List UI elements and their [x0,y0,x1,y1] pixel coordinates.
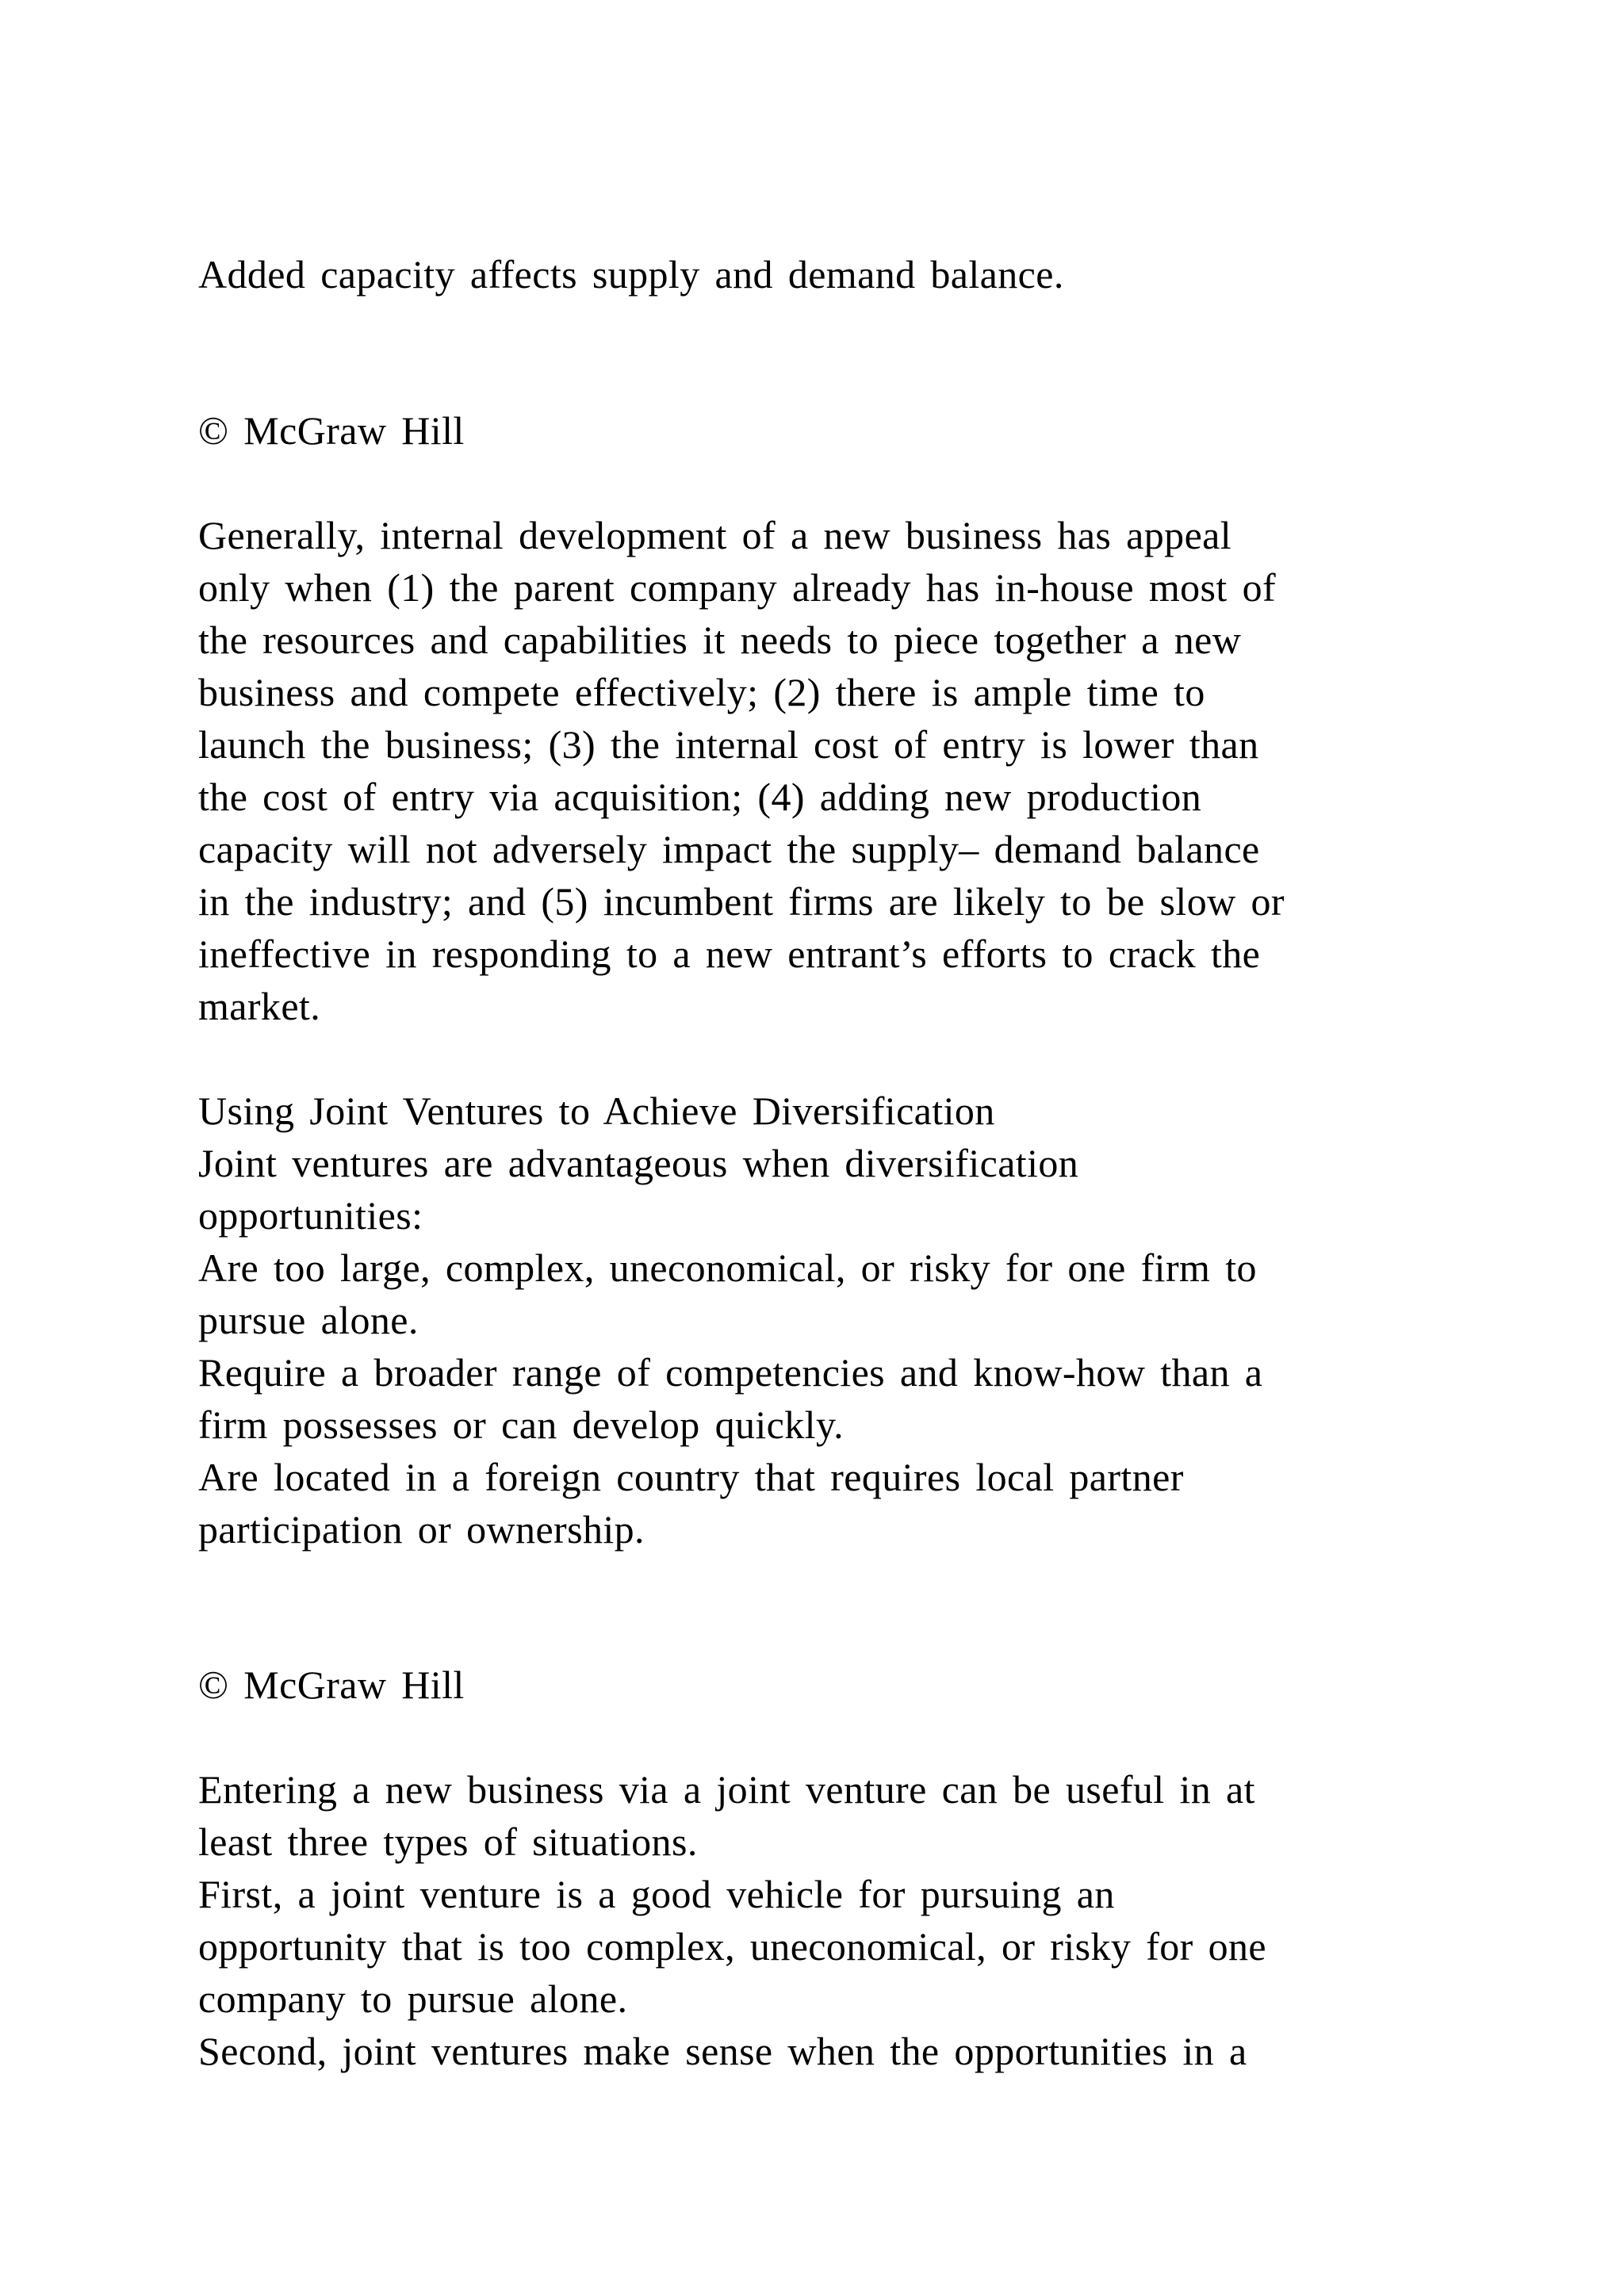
text-line: Generally, internal development of a new business has appeal [198,513,1232,557]
text-line: firm possesses or can develop quickly. [198,1402,844,1447]
text-line: in the industry; and (5) incumbent firms are likely to be slow or [198,879,1285,924]
text-line: the cost of entry via acquisition; (4) adding new production [198,775,1202,819]
text-line: opportunities: [198,1193,423,1238]
copyright-line: © McGraw Hill [198,408,465,453]
text-line: capacity will not adversely impact the supply– demand balance [198,827,1260,871]
text-line: Entering a new business via a joint venture can be useful in at [198,1767,1255,1812]
text-line: participation or ownership. [198,1507,645,1552]
text-line: the resources and capabilities it needs to piece together a new [198,618,1242,662]
text-line: least three types of situations. [198,1820,698,1864]
text-line: only when (1) the parent company already has in-house most of [198,565,1277,610]
text-line: Second, joint ventures make sense when the opportunities in a [198,2029,1247,2073]
text-line: company to pursue alone. [198,1976,628,2021]
text-line: Joint ventures are advantageous when diversification [198,1141,1079,1185]
text-line: business and compete effectively; (2) there is ample time to [198,670,1205,714]
text-line: launch the business; (3) the internal cost of entry is lower than [198,722,1259,767]
text-line: Are too large, complex, uneconomical, or risky for one firm to [198,1246,1257,1290]
text-line: Added capacity affects supply and demand balance. [198,252,1064,297]
text-line: Are located in a foreign country that requires local partner [198,1455,1184,1499]
text-line: ineffective in responding to a new entrant’s efforts to crack the [198,932,1261,976]
section-heading: Using Joint Ventures to Achieve Diversification [198,1089,995,1133]
text-line: opportunity that is too complex, uneconomical, or risky for one [198,1924,1266,1969]
text-line: market. [198,984,321,1028]
text-line: Require a broader range of competencies and know-how than a [198,1350,1263,1395]
text-line: pursue alone. [198,1298,419,1342]
copyright-line: © McGraw Hill [198,1663,465,1707]
text-line: First, a joint venture is a good vehicle for pursuing an [198,1872,1115,1916]
